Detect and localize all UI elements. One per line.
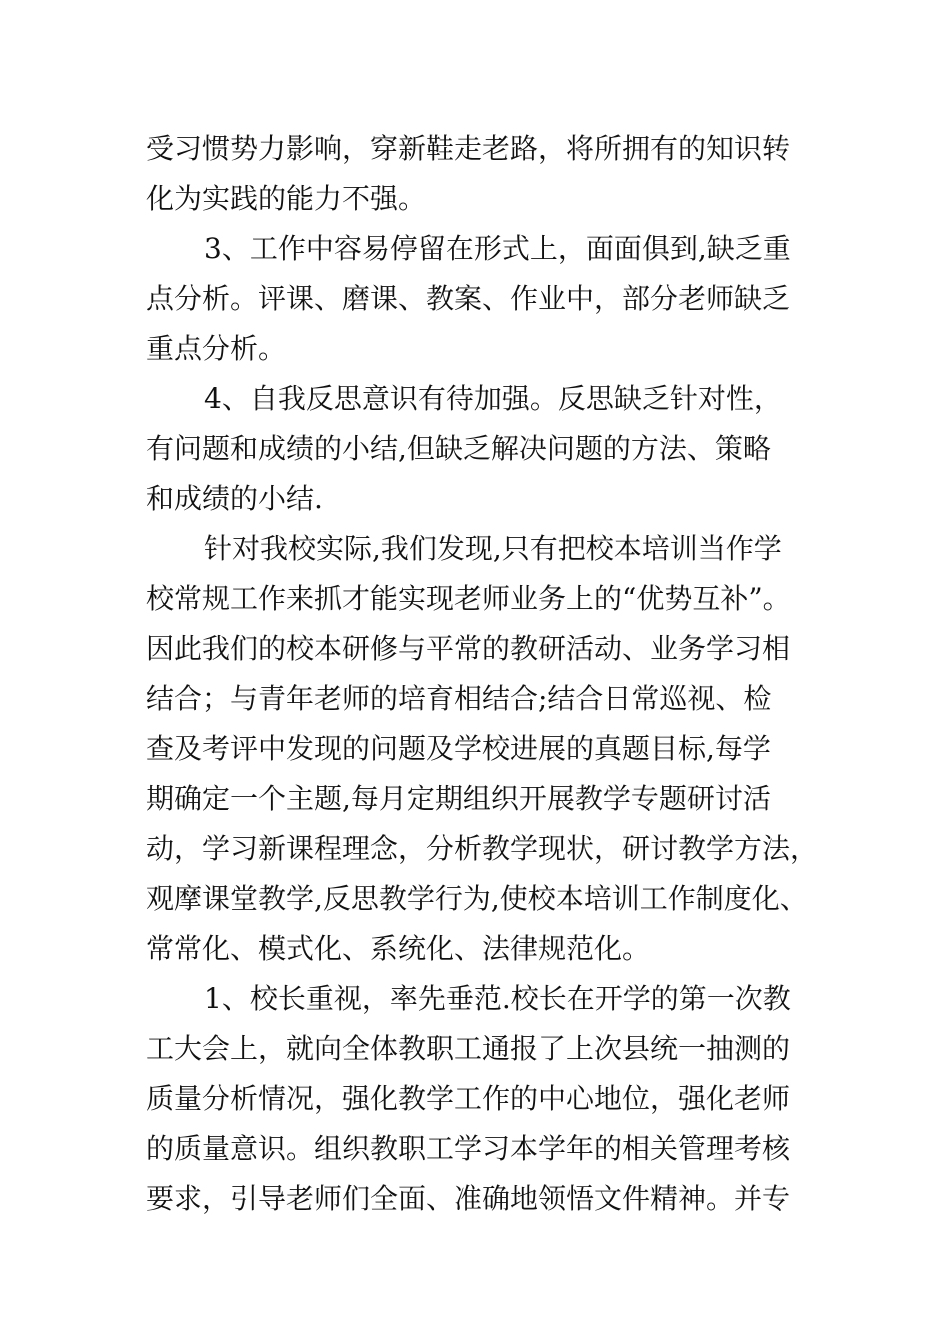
text-line: 3、工作中容易停留在形式上，面面俱到,缺乏重 <box>204 232 791 265</box>
text-line: 化为实践的能力不强。 <box>146 182 427 215</box>
text-line: 受习惯势力影响，穿新鞋走老路，将所拥有的知识转 <box>146 132 791 165</box>
text-line: 动，学习新课程理念，分析教学现状，研讨教学方法， <box>146 832 819 865</box>
text-line: 重点分析。 <box>146 332 287 365</box>
text-line: 校常规工作来抓才能实现老师业务上的“优势互补”。 <box>146 582 791 615</box>
text-line: 的质量意识。组织教职工学习本学年的相关管理考核 <box>146 1132 791 1165</box>
document-body <box>146 124 826 1224</box>
text-line: 1、校长重视，率先垂范.校长在开学的第一次教 <box>204 982 791 1015</box>
text-line: 观摩课堂教学,反思教学行为,使校本培训工作制度化、 <box>146 882 808 915</box>
text-line: 和成绩的小结. <box>146 482 323 515</box>
text-line: 工大会上，就向全体教职工通报了上次县统一抽测的 <box>146 1032 791 1065</box>
text-line: 查及考评中发现的问题及学校进展的真题目标,每学 <box>146 732 771 765</box>
text-line: 因此我们的校本研修与平常的教研活动、业务学习相 <box>146 632 791 665</box>
text-line: 有问题和成绩的小结,但缺乏解决问题的方法、策略 <box>146 432 771 465</box>
text-line: 要求，引导老师们全面、准确地领悟文件精神。并专 <box>146 1182 791 1215</box>
text-line: 期确定一个主题,每月定期组织开展教学专题研讨活 <box>146 782 771 815</box>
text-line: 质量分析情况，强化教学工作的中心地位，强化老师 <box>146 1082 791 1115</box>
text-line: 针对我校实际,我们发现,只有把校本培训当作学 <box>204 532 782 565</box>
text-line: 点分析。评课、磨课、教案、作业中，部分老师缺乏 <box>146 282 791 315</box>
text-line: 结合；与青年老师的培育相结合;结合日常巡视、检 <box>146 682 772 715</box>
text-line: 常常化、模式化、系统化、法律规范化。 <box>146 932 651 965</box>
text-line: 4、自我反思意识有待加强。反思缺乏针对性， <box>204 382 782 415</box>
